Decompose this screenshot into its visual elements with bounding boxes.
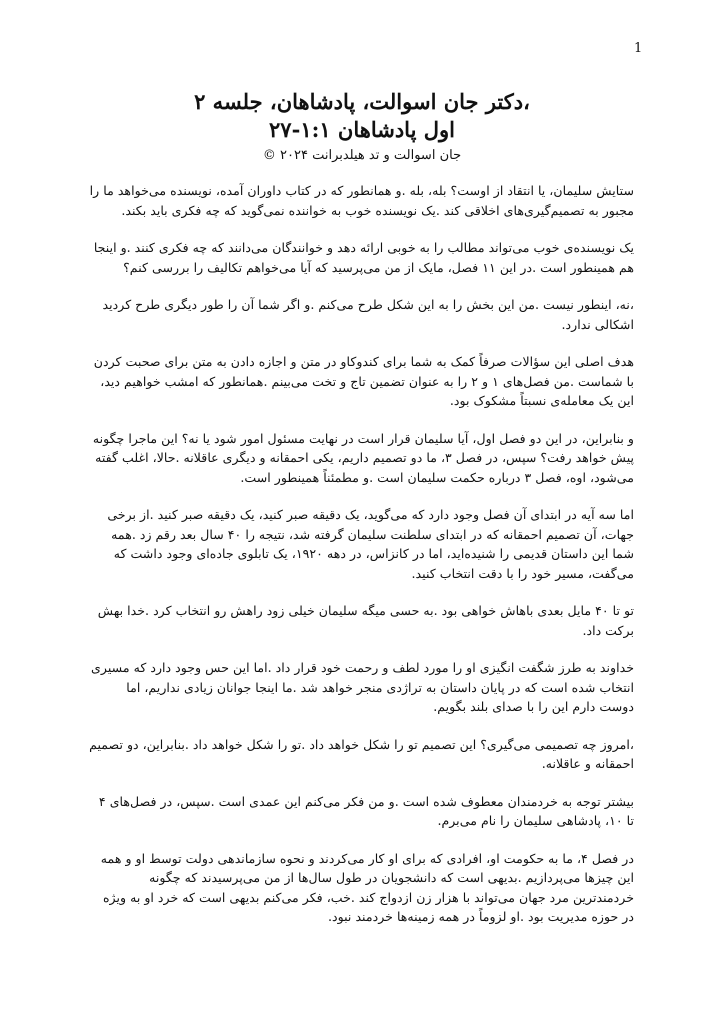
paragraph: تو تا ۴۰ مایل بعدی باهاش خواهی بود .به حسی میگه سلیمان خیلی زود راهش رو انتخاب کرد .خدا بهش برکت داد. <box>97 603 634 638</box>
copyright-line: جان اسوالت و تد هیلدبرانت ۲۰۲۴ © <box>262 148 462 163</box>
page-number: 1 <box>634 41 643 56</box>
document-body <box>88 181 634 945</box>
paragraph: بیشتر توجه به خردمندان معطوف شده است .و من فکر می‌کنم این عمدی است .سپس، در فصل‌های ۴ تا ۱۰، پادشاهی سلیمان را نام می‌برم. <box>98 793 634 828</box>
paragraph: ،امروز چه تصمیمی می‌گیری؟ این تصمیم تو را شکل خواهد داد .تو را شکل خواهد داد .بنابراین، دو تصمیم احمقانه و عاقلانه. <box>89 736 634 771</box>
document-header <box>60 88 664 166</box>
paragraph: یک نویسنده‌ی خوب می‌تواند مطالب را به خوبی ارائه دهد و خوانندگان می‌دانند که چه فکری کنند .و اینجا هم همینطور است .در این ۱۱ فصل، مایک از من می‌پرسید که آیا می‌خواهم تکالیف را بررسی کنم؟ <box>93 240 634 275</box>
document-title-line-2: اول پادشاهان ۱:۱-۲۷ <box>269 117 455 142</box>
paragraph: و بنابراین، در این دو فصل اول، آیا سلیمان قرار است در نهایت مسئول امور شود یا نه؟ این ماجرا چگونه پیش خواهد رفت؟ سپس، در فصل ۳، ما دو تصمیم داریم، یکی احمقانه و دیگری عاقلانه .حالا، اغلب گفته می‌شود، اوه، فصل ۳ درباره حکمت سلیمان است .و مطمئناً همینطور است. <box>92 430 634 485</box>
paragraph: اما سه آیه در ابتدای آن فصل وجود دارد که می‌گوید، یک دقیقه صبر کنید، یک دقیقه صبر کنید .از برخی جهات، آن تصمیم احمقانه که در ابتدای سلطنت سلیمان گرفته شد، نتیجه را ۴۰ سال بعد رقم زد .همه شما این داستان قدیمی را شنیده‌اید، اما در کانزاس، در دهه ۱۹۲۰، یک تابلوی جاده‌ای وجود داشت که می‌گفت، مسیر خود را با دقت انتخاب کنید. <box>107 507 634 581</box>
paragraph: ستایش سلیمان، یا انتقاد از اوست؟ بله، بله .و همانطور که در کتاب داوران آمده، نویسنده می‌خواهد ما را مجبور به تصمیم‌گیری‌های اخلاقی کند .یک نویسنده خوب به خواننده نمی‌گوید که چه فکری باید بکند. <box>89 183 634 218</box>
paragraph: خداوند به طرز شگفت انگیزی او را مورد لطف و رحمت خود قرار داد .اما این حس وجود دارد که مسیری انتخاب شده است که در پایان داستان به تراژدی منجر خواهد شد .ما اینجا جوانان زیادی نداریم، اما دوست دارم این را با صدای بلند بگویم. <box>91 660 634 714</box>
paragraph: ،نه، اینطور نیست .من این بخش را به این شکل طرح می‌کنم .و اگر شما آن را طور دیگری طرح کردید اشکالی ندارد. <box>102 297 634 332</box>
paragraph: در فصل ۴، ما به حکومت او، افرادی که برای او کار می‌کردند و نحوه سازماندهی دولت توسط او و همه این چیزها می‌پردازیم .بدیهی است که دانشجویان در طول سال‌ها از من می‌پرسیدند که چگونه خردمندترین مرد جهان می‌تواند با هزار زن ازدواج کند .خب، فکر می‌کنم بدیهی است که خرد او به ویژه در حوزه مدیریت بود .او لزوماً در همه زمینه‌ها خردمند نبود. <box>100 850 634 924</box>
document-title-line-1: ،دکتر جان اسوالت، پادشاهان، جلسه ۲ <box>194 89 530 114</box>
paragraph: هدف اصلی این سؤالات صرفاً کمک به شما برای کندوکاو در متن و اجازه دادن به متن برای صحبت کردن با شماست .من فصل‌های ۱ و ۲ را به عنوان تضمین تاج و تخت می‌بینم .همانطور که امشب خواهیم دید، این یک معامله‌ی نسبتاً مشکوک بود. <box>93 354 634 408</box>
